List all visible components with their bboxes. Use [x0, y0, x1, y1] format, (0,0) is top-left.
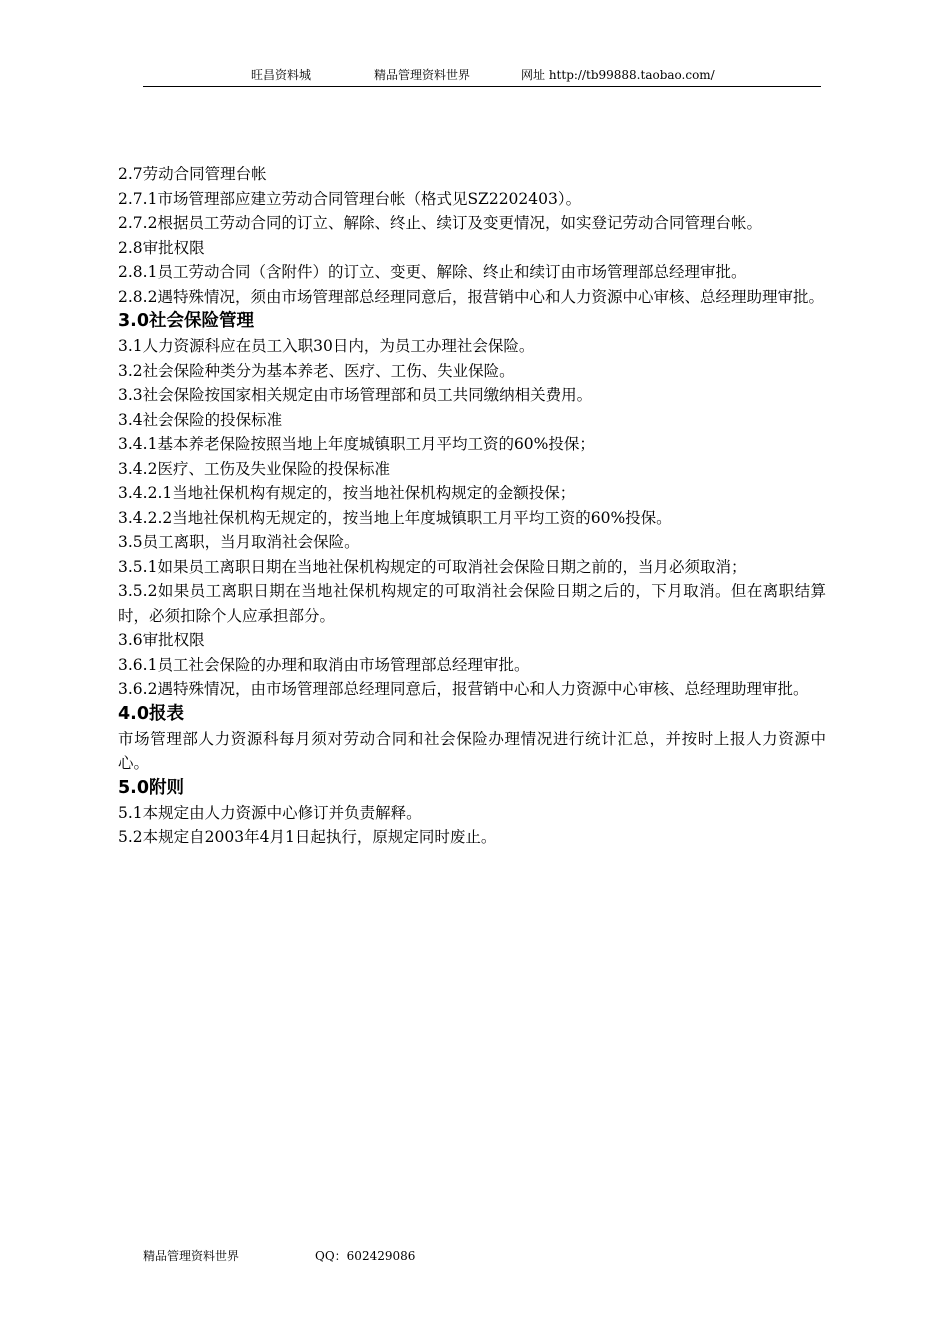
clause-2-8-2: 2.8.2遇特殊情况，须由市场管理部总经理同意后，报营销中心和人力资源中心审核、总经理助理审批。 — [118, 287, 824, 306]
clause-2-7-2: 2.7.2根据员工劳动合同的订立、解除、终止、续订及变更情况，如实登记劳动合同管理台帐。 — [118, 214, 762, 232]
clause-3-2: 3.2社会保险种类分为基本养老、医疗、工伤、失业保险。 — [118, 361, 515, 380]
header-site-name: 精品管理资料世界 — [374, 68, 471, 82]
footer-site-name: 精品管理资料世界 — [143, 1249, 240, 1263]
heading-4-0: 4.0报表 — [118, 703, 185, 724]
clause-5-1: 5.1本规定由人力资源中心修订并负责解释。 — [118, 803, 422, 822]
clause-3-4-2-2: 3.4.2.2当地社保机构无规定的，按当地上年度城镇职工月平均工资的60%投保。 — [118, 508, 672, 527]
clause-2-8-1: 2.8.1员工劳动合同（含附件）的订立、变更、解除、终止和续订由市场管理部总经理审批。 — [118, 263, 747, 281]
clause-5-2: 5.2本规定自2003年4月1日起执行，原规定同时废止。 — [118, 828, 497, 846]
header-shop-name: 旺昌资料城 — [251, 68, 312, 82]
heading-5-0: 5.0附则 — [118, 777, 185, 798]
clause-3-4-2-1: 3.4.2.1当地社保机构有规定的，按当地社保机构规定的金额投保； — [118, 484, 576, 502]
clause-3-4-1: 3.4.1基本养老保险按照当地上年度城镇职工月平均工资的60%投保； — [118, 435, 595, 453]
document-body — [118, 162, 826, 850]
section-title-2-7: 2.7劳动合同管理台帐 — [118, 165, 267, 183]
clause-3-3: 3.3社会保险按国家相关规定由市场管理部和员工共同缴纳相关费用。 — [118, 386, 593, 404]
footer-qq: QQ：602429086 — [315, 1249, 416, 1263]
clause-3-4-2: 3.4.2医疗、工伤及失业保险的投保标准 — [118, 459, 390, 478]
clause-2-7-1: 2.7.1市场管理部应建立劳动合同管理台帐（格式见SZ2202403）。 — [118, 189, 582, 208]
clause-3-6-1: 3.6.1员工社会保险的办理和取消由市场管理部总经理审批。 — [118, 655, 530, 674]
clause-3-5-2: 3.5.2如果员工离职日期在当地社保机构规定的可取消社会保险日期之后的，下月取消。但在离职结算时，必须扣除个人应承担部分。 — [118, 582, 826, 625]
clause-3-5: 3.5员工离职，当月取消社会保险。 — [118, 533, 360, 551]
clause-3-6: 3.6审批权限 — [118, 631, 205, 649]
page-header — [143, 66, 821, 87]
report-paragraph: 市场管理部人力资源科每月须对劳动合同和社会保险办理情况进行统计汇总，并按时上报人力资源中心。 — [118, 729, 826, 772]
heading-3-0: 3.0社会保险管理 — [118, 311, 255, 331]
clause-3-6-2: 3.6.2遇特殊情况，由市场管理部总经理同意后，报营销中心和人力资源中心审核、总经理助理审批。 — [118, 680, 809, 698]
section-title-2-8: 2.8审批权限 — [118, 238, 205, 257]
clause-3-1: 3.1人力资源科应在员工入职30日内，为员工办理社会保险。 — [118, 337, 535, 355]
header-url: 网址 http://tb99888.taobao.com/ — [521, 68, 715, 82]
clause-3-4: 3.4社会保险的投保标准 — [118, 410, 283, 429]
clause-3-5-1: 3.5.1如果员工离职日期在当地社保机构规定的可取消社会保险日期之前的，当月必须取消； — [118, 557, 747, 576]
